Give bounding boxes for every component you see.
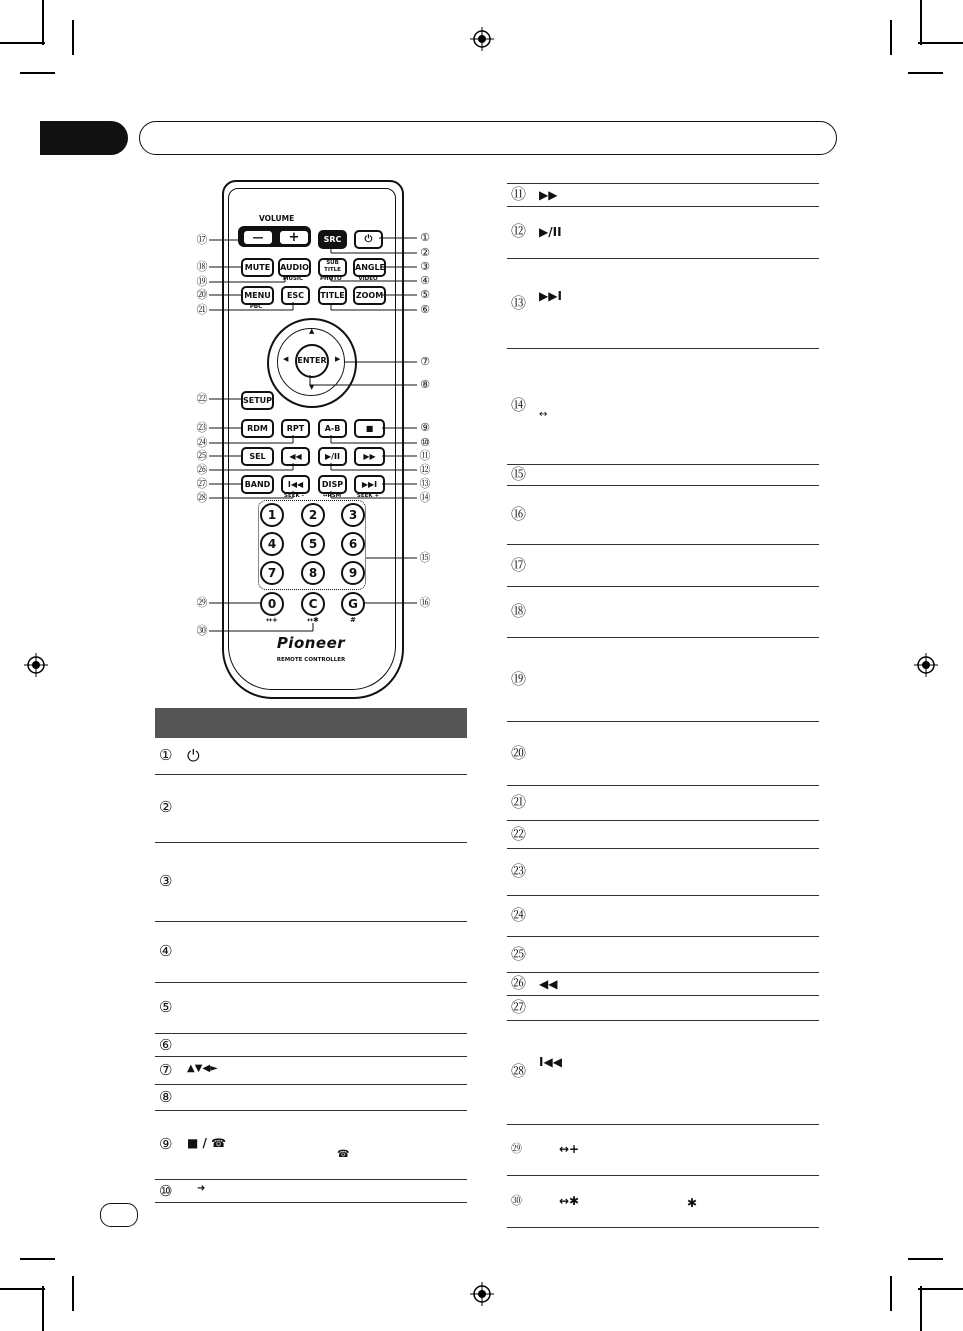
table-row xyxy=(155,1180,467,1203)
next-track-icon: ▶▶I xyxy=(539,289,562,303)
section-header-bar xyxy=(139,121,837,155)
key-4-button[interactable]: 4 xyxy=(260,532,284,556)
enter-button[interactable]: ENTER xyxy=(295,344,329,378)
power-button[interactable]: ⏻ xyxy=(354,230,383,249)
phone-icon: ☎ xyxy=(337,1149,350,1160)
callout-3: ③ xyxy=(420,260,430,273)
registration-mark-icon xyxy=(914,653,938,677)
row-number: ㉖ xyxy=(511,974,527,992)
callout-19: ⑲ xyxy=(196,275,208,288)
remote-controller-label: REMOTE CONTROLLER xyxy=(276,657,346,663)
dpad-right-icon[interactable]: ▶ xyxy=(335,355,341,363)
volume-minus-button[interactable]: — xyxy=(242,229,274,246)
row-number: ㉓ xyxy=(511,862,527,880)
row-number: ⑮ xyxy=(511,465,527,483)
callout-30: ㉚ xyxy=(196,624,208,637)
key-6-button[interactable]: 6 xyxy=(341,532,365,556)
table-row xyxy=(155,922,467,983)
row-number: ㉗ xyxy=(511,998,527,1016)
direct-plus-icon: ↔+ xyxy=(559,1142,580,1156)
callout-23: ㉓ xyxy=(196,421,208,434)
crop-mark xyxy=(20,1258,55,1260)
play-pause-icon: ▶/II xyxy=(539,225,562,239)
key-8-button[interactable]: 8 xyxy=(301,561,325,585)
dpad-down-icon[interactable]: ▼ xyxy=(309,383,315,391)
callout-15: ⑮ xyxy=(419,551,431,564)
next-button[interactable]: ▶▶I xyxy=(354,475,385,494)
table-row xyxy=(507,786,819,821)
callout-lines xyxy=(195,225,435,645)
key-9-button[interactable]: 9 xyxy=(341,561,365,585)
table-row xyxy=(507,486,819,545)
registration-mark-icon xyxy=(470,27,494,51)
table-row xyxy=(507,207,819,259)
callout-24: ㉔ xyxy=(196,436,208,449)
key-c-button[interactable]: C xyxy=(301,592,325,616)
key-0-button[interactable]: 0 xyxy=(260,592,284,616)
table-row xyxy=(507,896,819,937)
row-number: ㉒ xyxy=(511,825,527,843)
callout-9: ⑨ xyxy=(420,421,430,434)
callout-4: ④ xyxy=(420,274,430,287)
callout-22: ㉒ xyxy=(196,392,208,405)
row-number: ⑰ xyxy=(511,556,527,574)
rsm-arrow-icon: ↔ xyxy=(539,409,548,420)
crop-mark xyxy=(42,0,44,45)
table-row xyxy=(507,722,819,786)
rewind-button[interactable]: ◀◀ xyxy=(281,447,310,466)
dpad-left-icon[interactable]: ◀ xyxy=(283,355,289,363)
play-pause-button[interactable]: ▶/II xyxy=(318,447,347,466)
table-row xyxy=(155,1111,467,1180)
previous-track-icon: I◀◀ xyxy=(539,1055,562,1069)
callout-18: ⑱ xyxy=(196,260,208,273)
rpt-button[interactable]: RPT xyxy=(281,419,310,438)
callout-7: ⑦ xyxy=(420,355,430,368)
callout-8: ⑧ xyxy=(420,378,430,391)
table-row xyxy=(507,973,819,996)
row-number: ㉔ xyxy=(511,906,527,924)
crop-mark xyxy=(908,1258,943,1260)
registration-mark-icon xyxy=(470,1282,494,1306)
photo-label: PHOTO xyxy=(320,276,342,282)
table-row xyxy=(507,465,819,486)
seek-minus-label: SEEK - xyxy=(284,493,304,499)
table-row xyxy=(507,1125,819,1176)
previous-button[interactable]: I◀◀ xyxy=(281,475,310,494)
pbc-label: PBC xyxy=(249,304,263,310)
row-number: ⑥ xyxy=(159,1036,173,1054)
table-row xyxy=(507,638,819,722)
row-number: ㉙ xyxy=(511,1142,522,1155)
section-tab xyxy=(40,121,128,155)
callout-27: ㉗ xyxy=(196,477,208,490)
fast-forward-button[interactable]: ▶▶ xyxy=(354,447,385,466)
row-number: ④ xyxy=(159,942,173,960)
callout-28: ㉘ xyxy=(196,491,208,504)
callout-21: ㉑ xyxy=(196,303,208,316)
key-0-sublabel: ↔+ xyxy=(266,616,278,624)
arrow-icon: ➜ xyxy=(197,1183,206,1194)
callout-11: ⑪ xyxy=(419,449,431,462)
pioneer-logo: Pioneer xyxy=(276,634,346,652)
table-row xyxy=(507,1176,819,1228)
crop-mark xyxy=(0,1288,45,1290)
key-g-sublabel: # xyxy=(350,616,356,624)
callout-1: ① xyxy=(420,231,430,244)
crop-mark xyxy=(918,1288,963,1290)
callout-10: ⑩ xyxy=(420,436,430,449)
mute-button[interactable]: MUTE xyxy=(241,258,274,277)
crop-mark xyxy=(42,1286,44,1331)
table-row xyxy=(507,349,819,465)
crop-mark xyxy=(908,72,943,74)
setup-button[interactable]: SETUP xyxy=(241,391,274,410)
table-row xyxy=(507,821,819,849)
row-number: ⑭ xyxy=(511,396,527,414)
callout-17: ⑰ xyxy=(196,233,208,246)
callout-16: ⑯ xyxy=(419,596,431,609)
left-table-header xyxy=(155,708,467,738)
callout-12: ⑫ xyxy=(419,463,431,476)
key-7-button[interactable]: 7 xyxy=(260,561,284,585)
row-number: ㉚ xyxy=(511,1194,522,1207)
power-icon: ⏻ xyxy=(187,746,200,765)
table-row xyxy=(155,1085,467,1111)
key-5-button[interactable]: 5 xyxy=(301,532,325,556)
page-language-badge xyxy=(100,1203,138,1227)
stop-button[interactable]: ■ xyxy=(354,419,385,438)
key-c-sublabel: ↔✱ xyxy=(307,616,319,624)
volume-plus-button[interactable]: + xyxy=(278,229,310,246)
subtitle-button[interactable]: SUB TITLE xyxy=(318,258,347,277)
ab-button[interactable]: A-B xyxy=(318,419,347,438)
row-number: ⑧ xyxy=(159,1088,173,1106)
angle-button[interactable]: ANGLE xyxy=(353,258,386,277)
row-number: ⑩ xyxy=(159,1182,173,1200)
crop-mark xyxy=(890,20,892,55)
table-row xyxy=(507,996,819,1021)
table-row xyxy=(155,1057,467,1085)
table-row xyxy=(507,259,819,349)
direct-star-icon: ↔✱ xyxy=(559,1194,580,1208)
crop-mark xyxy=(920,1286,922,1331)
table-row xyxy=(155,983,467,1034)
row-number: ⑳ xyxy=(511,744,527,762)
video-label: VIDEO xyxy=(358,276,378,282)
dpad-up-icon[interactable]: ▲ xyxy=(309,327,315,335)
key-2-button[interactable]: 2 xyxy=(301,503,325,527)
callout-14: ⑭ xyxy=(419,491,431,504)
crop-mark xyxy=(918,42,963,44)
menu-button[interactable]: MENU xyxy=(241,286,274,305)
row-number: ③ xyxy=(159,872,173,890)
row-number: ⑨ xyxy=(159,1135,173,1153)
row-number: ⑦ xyxy=(159,1061,173,1079)
band-button[interactable]: BAND xyxy=(241,475,274,494)
rdm-button[interactable]: RDM xyxy=(241,419,274,438)
row-number: ⑲ xyxy=(511,670,527,688)
row-number: ② xyxy=(159,798,173,816)
table-row xyxy=(155,843,467,922)
crop-mark xyxy=(890,1276,892,1311)
audio-button[interactable]: AUDIO xyxy=(278,258,311,277)
callout-6: ⑥ xyxy=(420,303,430,316)
arrow-keys-icon: ▲▼◀► xyxy=(187,1063,218,1074)
callout-13: ⑬ xyxy=(419,477,431,490)
seek-plus-label: SEEK + xyxy=(356,493,380,499)
table-row xyxy=(507,849,819,896)
row-number: ⑪ xyxy=(511,185,527,203)
registration-mark-icon xyxy=(24,653,48,677)
row-number: ㉘ xyxy=(511,1062,527,1080)
crop-mark xyxy=(20,72,55,74)
volume-label: VOLUME xyxy=(259,214,295,223)
row-number: ⑱ xyxy=(511,602,527,620)
row-number: ⑯ xyxy=(511,505,527,523)
crop-mark xyxy=(0,42,45,44)
sel-button[interactable]: SEL xyxy=(241,447,274,466)
crop-mark xyxy=(72,1276,74,1311)
src-button[interactable]: SRC xyxy=(318,230,347,249)
callout-25: ㉕ xyxy=(196,449,208,462)
row-number: ⑬ xyxy=(511,294,527,312)
table-row xyxy=(155,775,467,843)
table-row xyxy=(507,1021,819,1125)
row-number: ⑫ xyxy=(511,222,527,240)
left-function-table xyxy=(155,738,467,1204)
callout-26: ㉖ xyxy=(196,463,208,476)
title-button[interactable]: TITLE xyxy=(318,286,347,305)
row-number: ㉑ xyxy=(511,793,527,811)
star-icon: ✱ xyxy=(687,1196,698,1210)
table-row xyxy=(155,738,467,775)
music-label: MUSIC xyxy=(283,276,303,282)
crop-mark xyxy=(920,0,922,45)
callout-20: ⑳ xyxy=(196,288,208,301)
fast-forward-icon: ▶▶ xyxy=(539,188,558,202)
rsm-label: ↔RSM xyxy=(322,493,342,499)
disp-button[interactable]: DISP xyxy=(318,475,347,494)
rewind-icon: ◀◀ xyxy=(539,977,558,991)
stop-phone-icon: ■ / ☎ xyxy=(187,1136,227,1150)
table-row xyxy=(507,184,819,207)
callout-5: ⑤ xyxy=(420,288,430,301)
key-g-button[interactable]: G xyxy=(341,592,365,616)
crop-mark xyxy=(72,20,74,55)
zoom-button[interactable]: ZOOM xyxy=(353,286,386,305)
callout-29: ㉙ xyxy=(196,596,208,609)
key-3-button[interactable]: 3 xyxy=(341,503,365,527)
key-1-button[interactable]: 1 xyxy=(260,503,284,527)
row-number: ⑤ xyxy=(159,998,173,1016)
row-number: ㉕ xyxy=(511,945,527,963)
right-function-table xyxy=(507,184,819,1229)
table-row xyxy=(155,1034,467,1057)
esc-button[interactable]: ESC xyxy=(281,286,310,305)
callout-2: ② xyxy=(420,246,430,259)
row-number: ① xyxy=(159,746,173,764)
table-row xyxy=(507,587,819,638)
table-row xyxy=(507,937,819,973)
table-row xyxy=(507,545,819,587)
